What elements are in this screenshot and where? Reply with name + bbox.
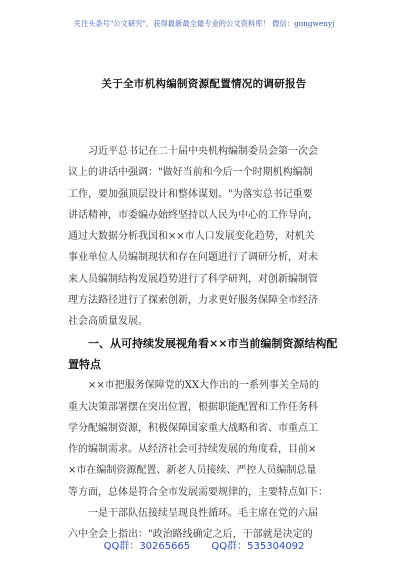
text-line: ×市在编制资源配置、新老人员接续、严控人员编制总量 xyxy=(68,465,317,477)
text-line: 来人员编制结构发展趋势进行了科学研判，对创新编制管 xyxy=(68,273,318,285)
text-line: 等方面，总体是符合全市发展需要规律的，主要特点如下： xyxy=(68,486,328,498)
text-line: 通过大数据分析我国和××市人口发展变化趋势，对机关 xyxy=(68,231,315,243)
text-line: 社会高质量发展。 xyxy=(68,316,148,328)
text-line: 学分配编制资源，积极保障国家重大战略和省、市重点工 xyxy=(68,422,318,434)
document-body xyxy=(68,141,340,546)
document-title: 关于全市机构编制资源配置情况的调研报告 xyxy=(101,78,307,90)
text-line: 习近平总书记在二十届中央机构编制委员会第一次会 xyxy=(88,146,318,157)
text-line: 议上的讲话中强调："做好当前和今后一个时期机构编制 xyxy=(68,167,313,179)
footer-qq-group-2: QQ群：535304092 xyxy=(211,541,305,552)
text-line: 置特点 xyxy=(68,357,101,371)
section-heading xyxy=(68,333,340,376)
text-line: 讲话精神，市委编办始终坚持以人民为中心的工作导向， xyxy=(68,209,318,221)
paragraph xyxy=(68,141,340,333)
text-line: 重大决策部署摆在突出位置，根据职能配置和工作任务科 xyxy=(68,401,318,413)
text-line: 一是干部队伍接续呈现良性循环。毛主席在党的六届 xyxy=(88,508,318,520)
text-line: 作的编制需求。从经济社会可持续发展的角度看，目前× xyxy=(68,444,317,456)
text-line: 六中全会上指出："政治路线确定之后，干部就是决定的 xyxy=(68,529,313,541)
text-line: 事业单位人员编制现状和存在问题进行了调研分析，对未 xyxy=(68,252,318,264)
paragraph xyxy=(68,375,340,503)
text-line: ××市把服务保障党的XX大作出的一系列事关全局的 xyxy=(88,380,319,392)
footer-qq-group-1: QQ群：30265665 xyxy=(103,541,191,552)
text-line: 一、从可持续发展视角看××市当前编制资源结构配 xyxy=(88,336,338,350)
text-line: 理方法路径进行了探索创新，力求更好服务保障全市经济 xyxy=(68,295,318,307)
header-banner: 关注头条号"公文研究"，获得最新最全最专业的公文资料库！ 微信：gongwenyj xyxy=(73,19,335,28)
text-line: 工作，要加强顶层设计和整体谋划。"为落实总书记重要 xyxy=(68,188,313,200)
footer xyxy=(0,537,408,552)
